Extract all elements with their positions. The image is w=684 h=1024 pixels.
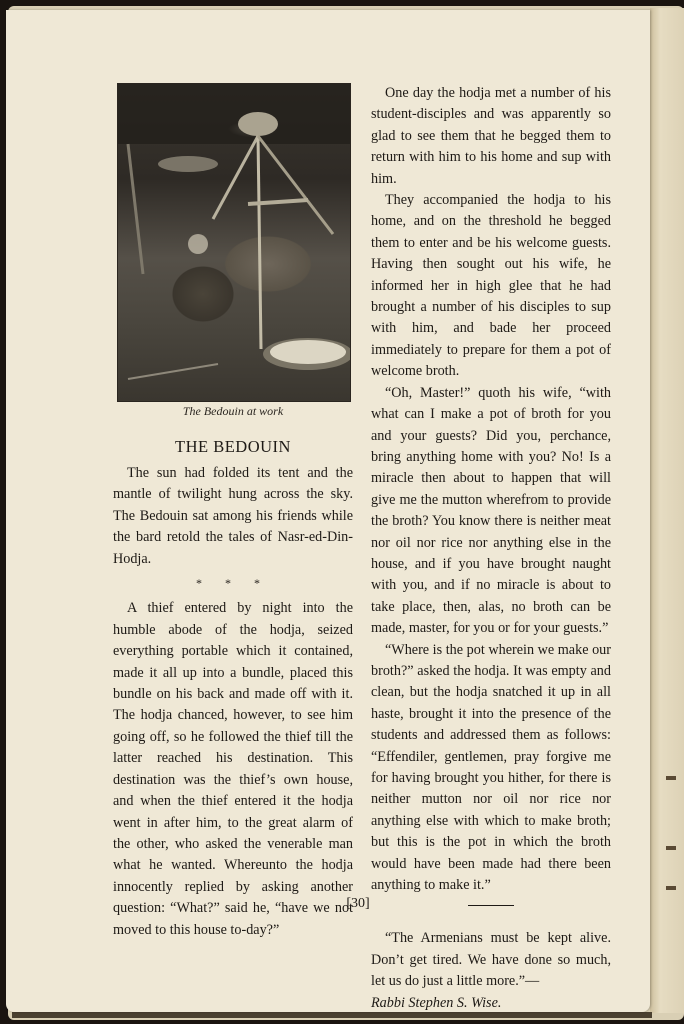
- photo-tripod-drawing: [118, 84, 350, 401]
- story-paragraph: They accompanied the hodja to his home, and on the threshold he begged them to enter and be his welcome guests. Having then sought out his wife, he informed her in high glee that he had brought a number of his disciples to sup with him, and bade her proceed immediately to prepare for them a pot of welcome broth.: [371, 192, 611, 380]
- right-column: [371, 83, 611, 1014]
- article-title: THE BEDOUIN: [175, 437, 291, 456]
- page-tab-marker: [666, 776, 676, 780]
- left-column: [113, 463, 353, 941]
- quote-text: “The Armenians must be kept alive. Don’t get tired. We have done so much, let us do just a little more.”—: [371, 930, 611, 990]
- story-paragraph: A thief entered by night into the humble abode of the hodja, seized everything portable which it contained, made it all up into a bundle, placed this bundle on his back and made off with it. The hodja chanced, however, to see him going off, so he followed the thief till the latter reached his destination. This destination was the thief’s own house, and when the thief entered it the hodja went in after him, to the great alarm of the other, who asked the venerable man what he wanted. Whereunto the hodja innocently replied by asking another question: “What?” said he, “have we not moved to this house to-day?”: [113, 600, 353, 938]
- story-paragraph: “Where is the pot wherein we make our broth?” asked the hodja. It was empty and clean, but the hodja snatched it up in all haste, brought it into the presence of the students and addressed them as follows: “Effendiler, gentlemen, pray forgive me for having brought you hither, for there is neither mutton nor oil nor rice nor anything else with which to make broth; but this is the pot in which the broth would have been made had there been anything to make it.”: [371, 641, 611, 894]
- photo-caption: The Bedouin at work: [182, 404, 284, 418]
- horizontal-rule: [468, 905, 514, 906]
- section-separator: * * *: [196, 576, 270, 591]
- quote-attribution: Rabbi Stephen S. Wise.: [371, 994, 502, 1011]
- page-edge-strip: [650, 8, 684, 1013]
- bedouin-photograph: [117, 83, 351, 402]
- intro-paragraph: The sun had folded its tent and the mantle of twilight hung across the sky. The Bedouin sat among his friends while the bard retold the tales of Nasr-ed-Din-Hodja.: [113, 465, 353, 567]
- page-tab-marker: [666, 886, 676, 890]
- story-paragraph: “Oh, Master!” quoth his wife, “with what can I make a pot of broth for you and your guests? Did you, perchance, bring anything home with you? No! Is a miracle then about to happen that will give me the mutton wherefrom to provide the broth? You know there is neither meat nor oil nor rice nor anything else in the house, and if you have brought naught with you, and if no miracle is about to take place, then, alas, no broth can be made, master, for you or for your guests.”: [371, 384, 611, 637]
- story-paragraph: One day the hodja met a number of his student-disciples and was apparently so glad to see them that he begged them to return with him to his home and sup with him.: [371, 85, 611, 187]
- page-tab-marker: [666, 846, 676, 850]
- page-number: [30]: [346, 896, 370, 911]
